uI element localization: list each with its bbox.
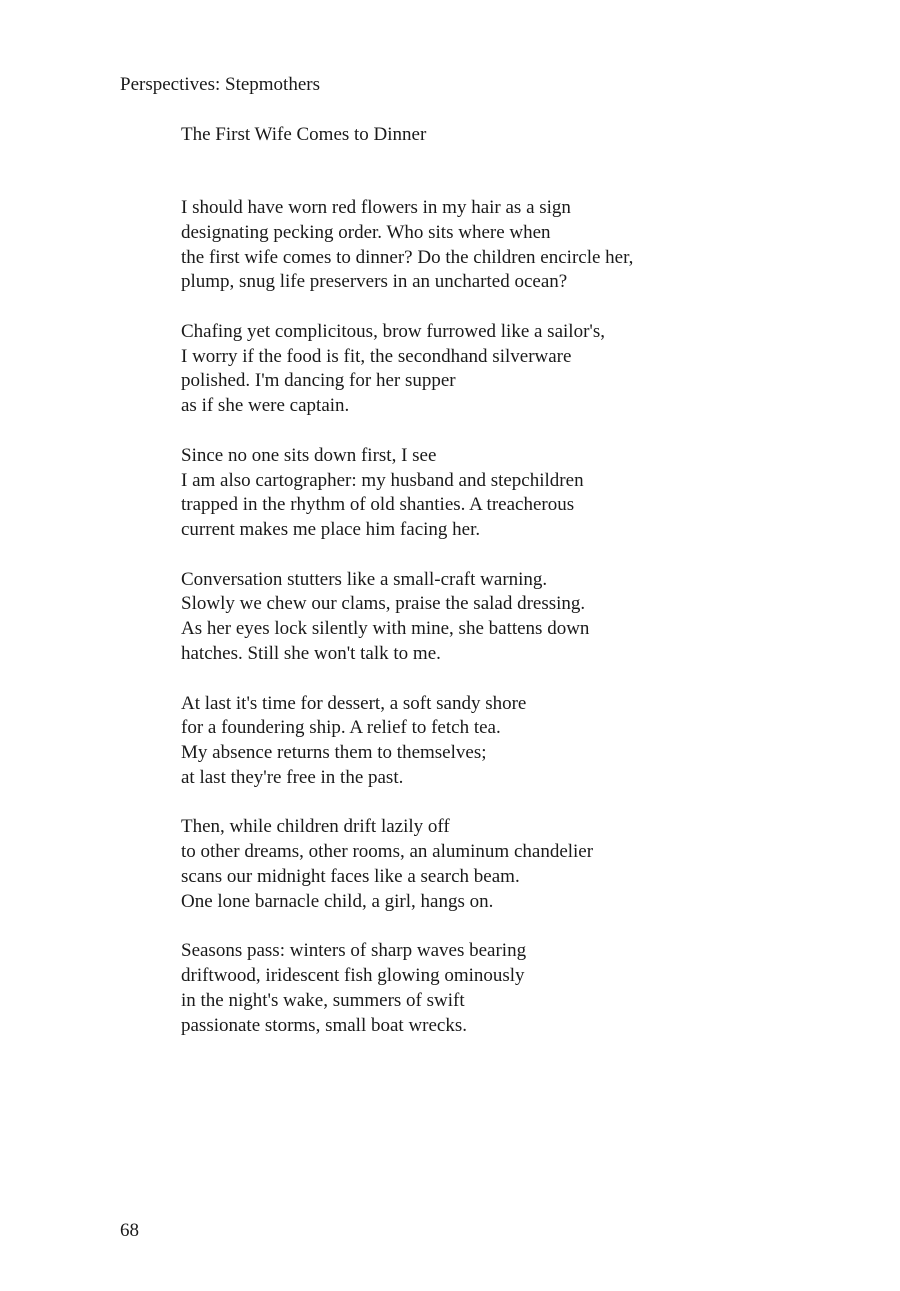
- poem-line: designating pecking order. Who sits where when: [181, 221, 551, 243]
- poem-line: Since no one sits down first, I see: [181, 444, 437, 466]
- poem-line: at last they're free in the past.: [181, 766, 404, 788]
- poem-line: Conversation stutters like a small-craft warning.: [181, 568, 548, 590]
- poem-line: polished. I'm dancing for her supper: [181, 370, 456, 392]
- stanza-7: [181, 939, 781, 1038]
- stanza-2: [181, 320, 781, 419]
- poem-line: As her eyes lock silently with mine, she battens down: [181, 618, 590, 640]
- poem-line: driftwood, iridescent fish glowing ominously: [181, 965, 525, 987]
- poem-line: One lone barnacle child, a girl, hangs on.: [181, 890, 494, 912]
- poem-line: Slowly we chew our clams, praise the salad dressing.: [181, 593, 586, 615]
- stanza-3: [181, 444, 781, 543]
- poem-line: hatches. Still she won't talk to me.: [181, 643, 441, 665]
- poem-line: Chafing yet complicitous, brow furrowed like a sailor's,: [181, 320, 605, 342]
- poem-line: I worry if the food is fit, the secondhand silverware: [181, 345, 572, 367]
- stanza-1: [181, 196, 781, 295]
- poem-line: current makes me place him facing her.: [181, 519, 481, 541]
- stanza-5: [181, 692, 781, 791]
- poem-line: I should have worn red flowers in my hair as a sign: [181, 197, 571, 218]
- poem-line: passionate storms, small boat wrecks.: [181, 1014, 468, 1036]
- poem-line: as if she were captain.: [181, 395, 350, 417]
- poem-line: My absence returns them to themselves;: [181, 742, 487, 764]
- poem-line: plump, snug life preservers in an uncharted ocean?: [181, 271, 568, 293]
- poem-line: to other dreams, other rooms, an aluminum chandelier: [181, 841, 594, 863]
- stanza-4: [181, 568, 781, 667]
- poem-line: At last it's time for dessert, a soft sandy shore: [181, 692, 527, 714]
- poem-line: for a foundering ship. A relief to fetch tea.: [181, 717, 501, 739]
- poem-line: Seasons pass: winters of sharp waves bearing: [181, 940, 527, 962]
- poem-line: the first wife comes to dinner? Do the children encircle her,: [181, 246, 634, 268]
- page-number: 68: [120, 1220, 139, 1241]
- poem-line: trapped in the rhythm of old shanties. A treacherous: [181, 494, 575, 516]
- poem-line: scans our midnight faces like a search beam.: [181, 865, 520, 887]
- poem-line: in the night's wake, summers of swift: [181, 989, 465, 1011]
- poem-line: I am also cartographer: my husband and stepchildren: [181, 469, 584, 491]
- stanza-6: [181, 815, 781, 914]
- poem-title: The First Wife Comes to Dinner: [181, 124, 427, 145]
- running-head: Perspectives: Stepmothers: [120, 74, 320, 95]
- poem-line: Then, while children drift lazily off: [181, 816, 450, 838]
- poem-body: [181, 196, 781, 1063]
